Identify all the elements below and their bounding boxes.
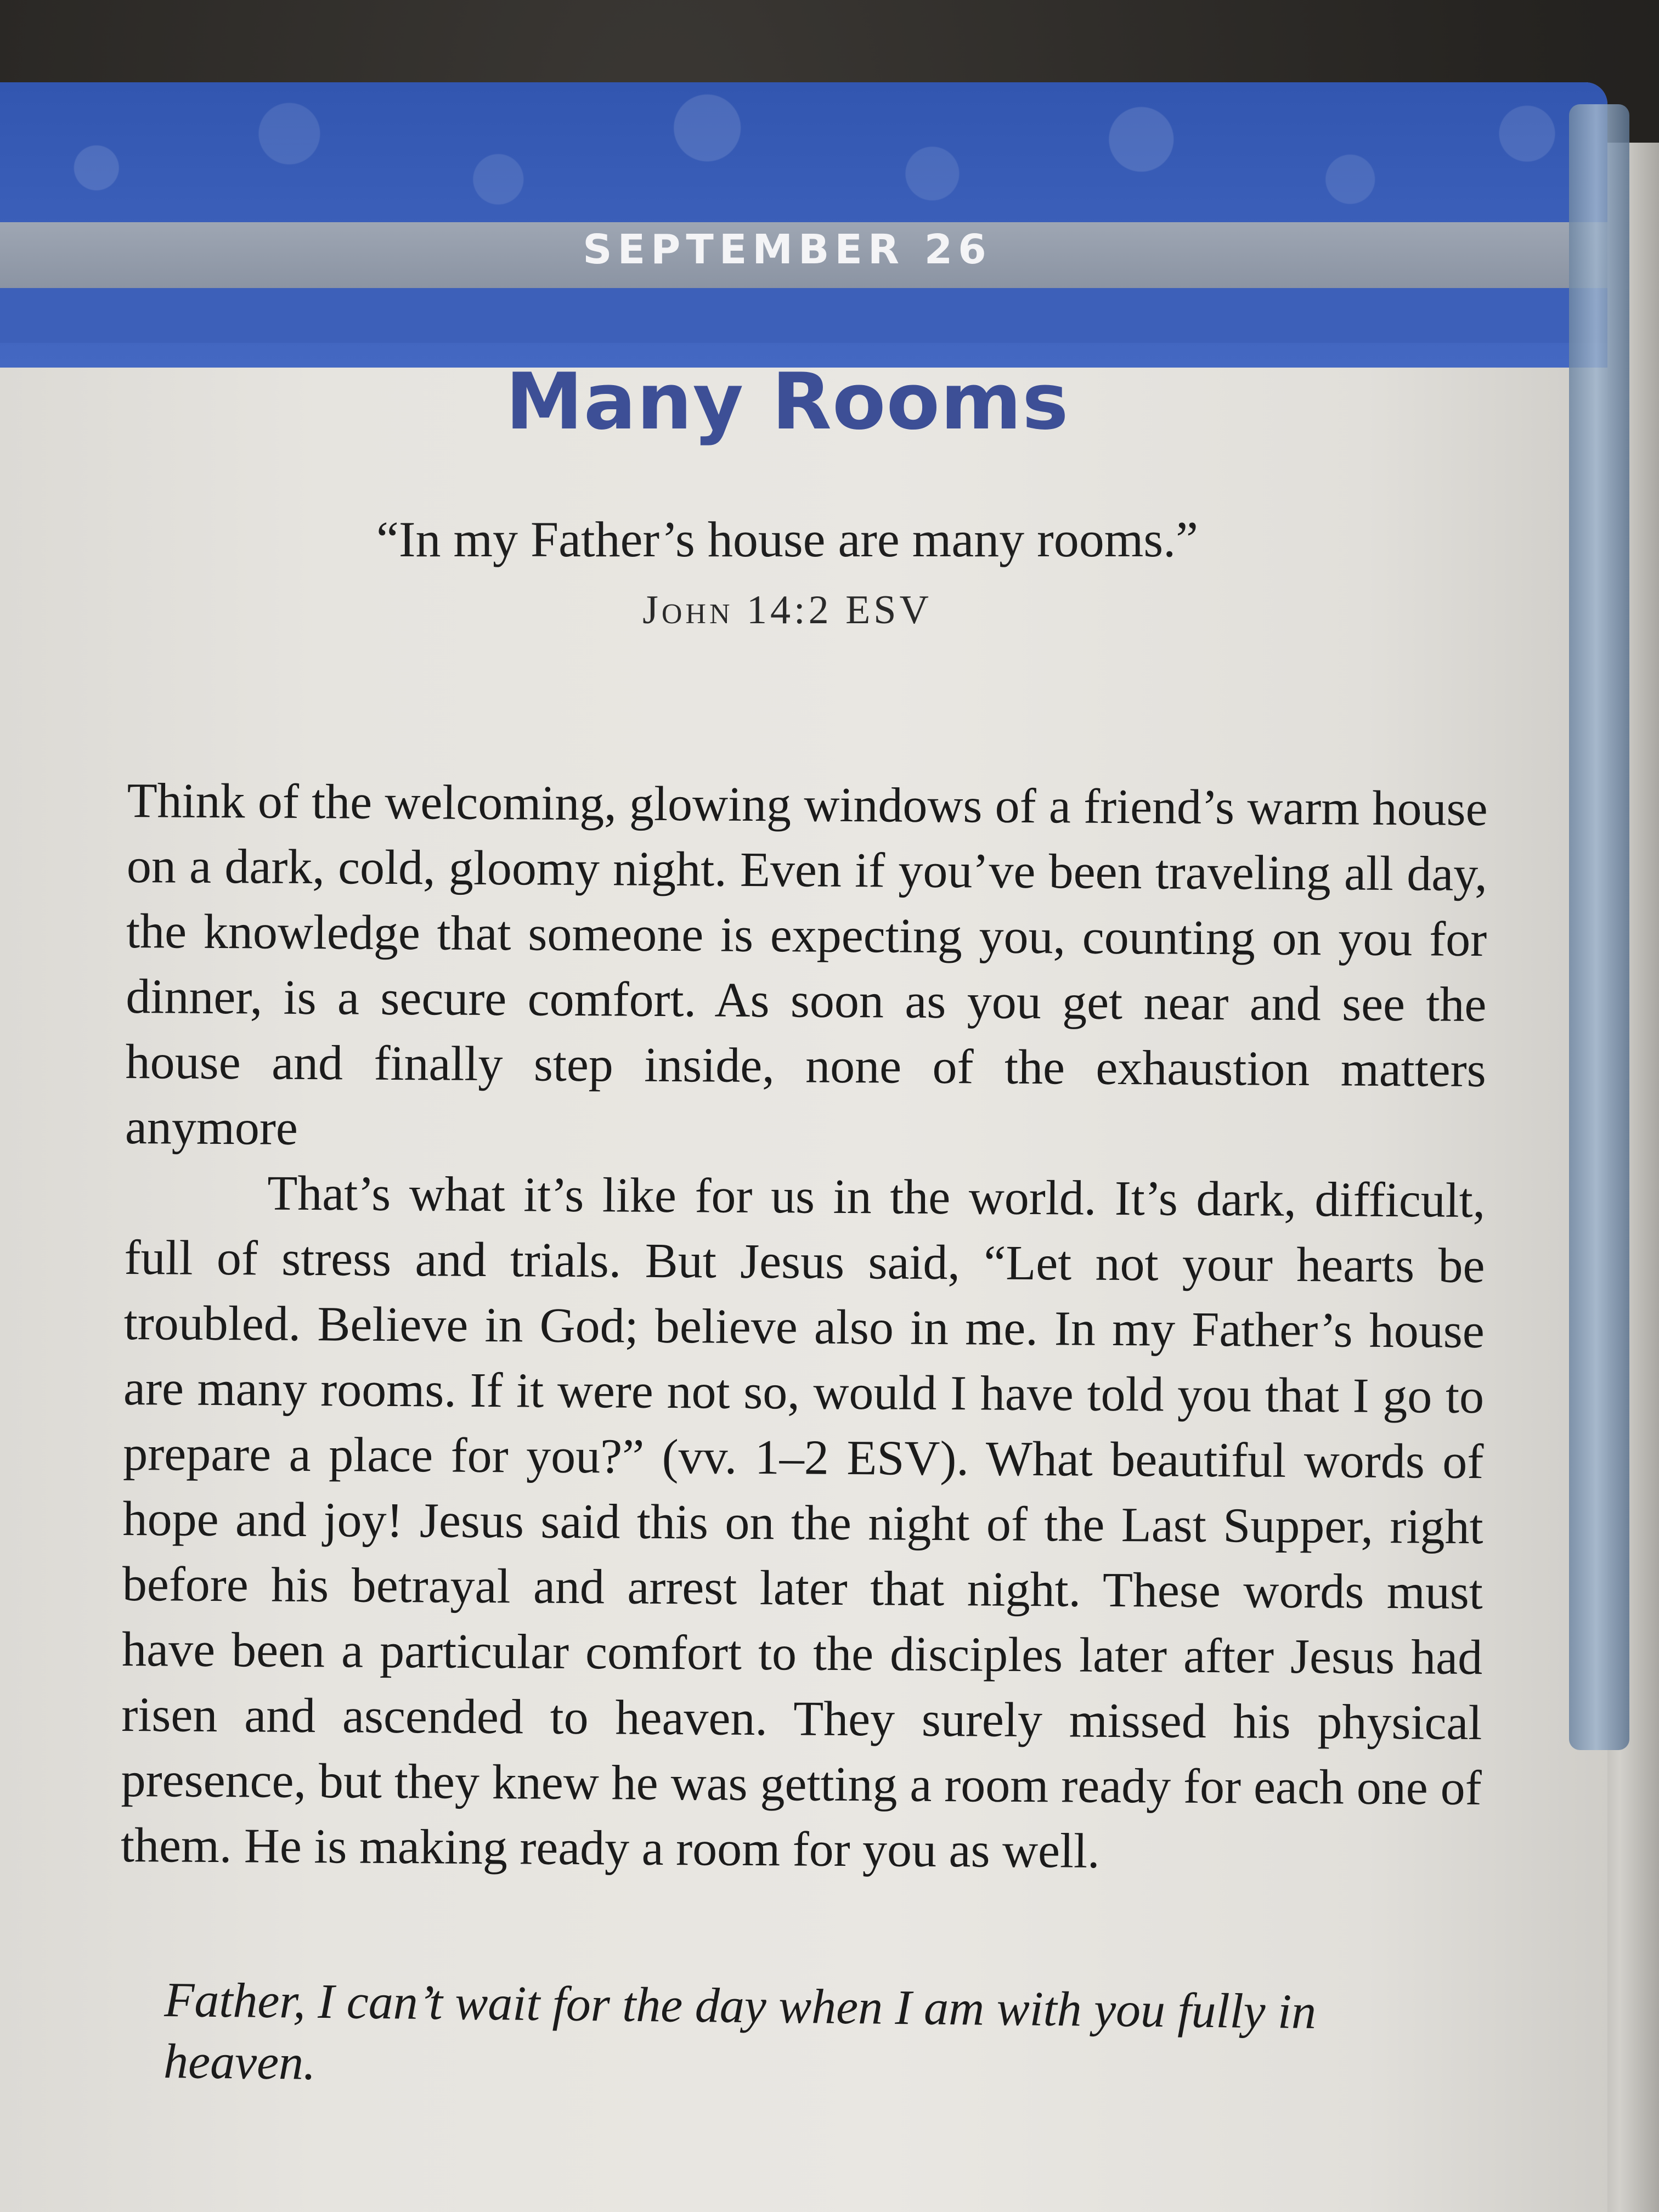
page-title: Many Rooms xyxy=(505,357,1069,447)
closing-prayer: Father, I can’t wait for the day when I am with you fully in heaven. xyxy=(163,1972,1317,2090)
body-paragraph: Think of the welcoming, glowing windows of a friend’s warm house on a dark, cold, gloomy night. Even if you’ve been traveling all day, the knowledge that someone is expecting you, counting on you for dinner, is a secure comfort. As soon as you get near and see the house and finally step inside, none of the exhaustion matters anymore xyxy=(125,773,1488,1155)
scripture-verse: “In my Father’s house are many rooms.” xyxy=(376,511,1198,567)
page-date: SEPTEMBER 26 xyxy=(583,226,992,273)
devotion-body xyxy=(121,768,1488,1886)
body-paragraph: That’s what it’s like for us in the world. It’s dark, difficult, full of stress and trials. But Jesus said, “Let not your hearts be troubled. Believe in God; believe also in me. In my Father’s house are many rooms. If it were not so, would I have told you that I go to prepare a place for you?” (vv. 1–2 ESV). What beautiful words of hope and joy! Jesus said this on the night of the Last Supper, right before his betrayal and arrest later that night. These words must have been a particular comfort to the disciples later after Jesus had risen and ascended to heaven. They surely missed his physical presence, but they knew he was getting a room ready for each one of them. He is making ready a room for you as well. xyxy=(120,1166,1486,1878)
scripture-reference: John 14:2 ESV xyxy=(642,588,932,633)
bookmark-ribbon xyxy=(1569,104,1629,1750)
book-page xyxy=(0,82,1607,2212)
date-bar-lower-stripe xyxy=(0,288,1607,343)
